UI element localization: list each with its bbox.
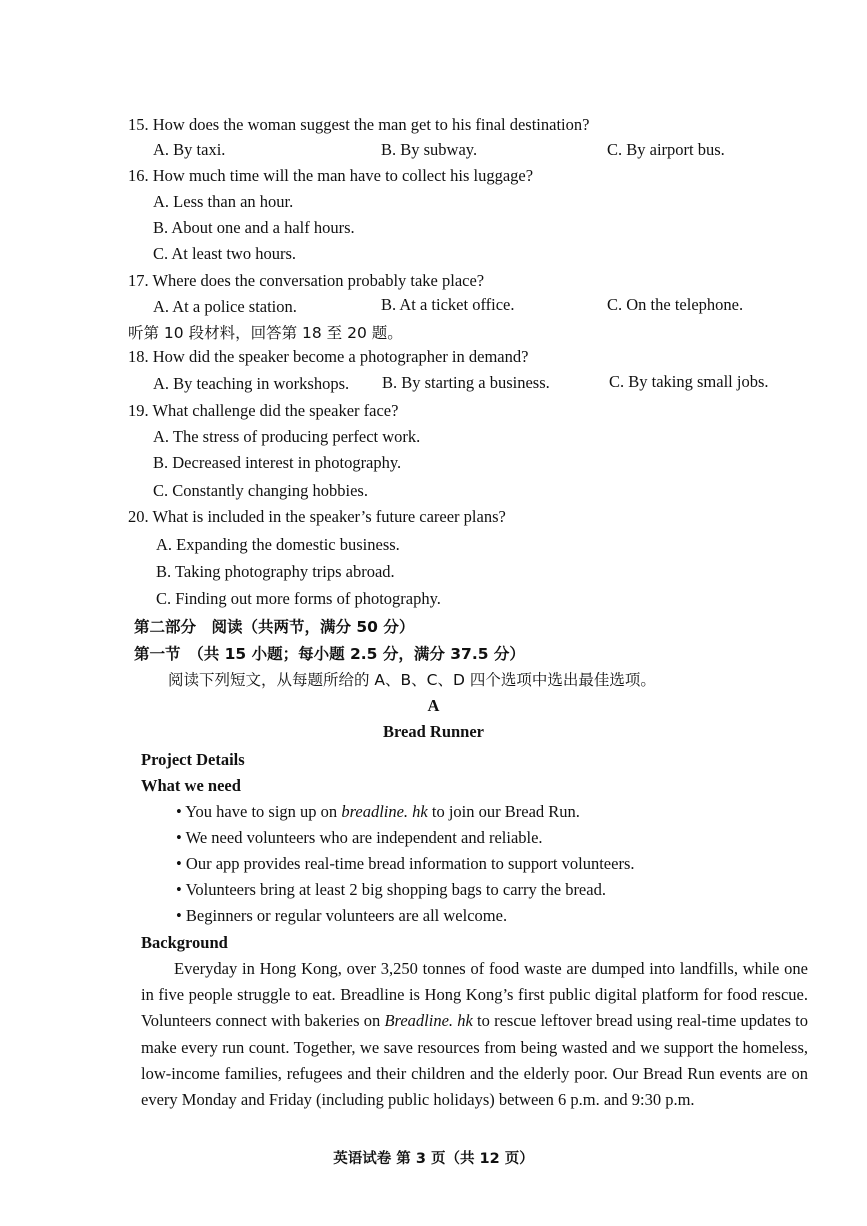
question-15-option-b: B. By subway.	[381, 140, 478, 159]
question-17-option-a: A. At a police station.	[153, 297, 297, 316]
question-18-stem: 18. How did the speaker become a photographer in demand?	[128, 347, 529, 366]
reading-instruction: 阅读下列短文，从每题所给的 A、B、C、D 四个选项中选出最佳选项。	[168, 671, 656, 689]
question-16-stem: 16. How much time will the man have to collect his luggage?	[128, 166, 534, 185]
question-15-option-a: A. By taxi.	[153, 140, 226, 159]
question-17-option-b: B. At a ticket office.	[381, 295, 515, 314]
what-we-need-heading: What we need	[141, 776, 241, 795]
question-20-stem: 20. What is included in the speaker’s future career plans?	[128, 507, 506, 526]
passage-title: Bread Runner	[383, 722, 484, 741]
question-20-option-c: C. Finding out more forms of photography.	[156, 589, 441, 608]
question-15-stem: 15. How does the woman suggest the man get to his final destination?	[128, 115, 590, 134]
question-17-stem: 17. Where does the conversation probably take place?	[128, 271, 485, 290]
question-16-option-a: A. Less than an hour.	[153, 192, 294, 211]
question-16-option-b: B. About one and a half hours.	[153, 218, 355, 237]
question-15-option-c: C. By airport bus.	[607, 140, 725, 159]
question-19-option-b: B. Decreased interest in photography.	[153, 453, 402, 472]
page-footer: 英语试卷 第 3 页（共 12 页）	[333, 1151, 534, 1167]
project-details-heading: Project Details	[141, 750, 245, 769]
question-20-option-a: A. Expanding the domestic business.	[156, 535, 400, 554]
background-heading: Background	[141, 933, 228, 952]
section-one-title: 第一节 （共 15 小题；每小题 2.5 分，满分 37.5 分）	[134, 645, 525, 663]
list-item: • Volunteers bring at least 2 big shopping bags to carry the bread.	[176, 880, 606, 899]
question-18-option-a: A. By teaching in workshops.	[153, 374, 350, 393]
list-item: • We need volunteers who are independent and reliable.	[176, 828, 543, 847]
background-paragraph: Everyday in Hong Kong, over 3,250 tonnes of food waste are dumped into landfills, while one in five people struggle to eat. Breadline is Hong Kong’s first public digital platform for food rescue. Volunteers connect with bakeries on Breadline. hk to rescue leftover bread using real-time updates to make every run count. Together, we save resources from being wasted and we support the homeless, low-income families, refugees and their children and the elderly poor. Our Bread Run events are on every Monday and Friday (including public holidays) between 6 p.m. and 9:30 p.m.	[141, 959, 808, 1110]
list-item: • Beginners or regular volunteers are all welcome.	[176, 906, 508, 925]
question-17-option-c: C. On the telephone.	[607, 295, 744, 314]
passage-letter: A	[427, 696, 440, 715]
question-18-option-c: C. By taking small jobs.	[609, 372, 769, 391]
part-two-title: 第二部分 阅读（共两节，满分 50 分）	[134, 618, 415, 636]
question-19-stem: 19. What challenge did the speaker face?	[128, 401, 399, 420]
question-20-option-b: B. Taking photography trips abroad.	[156, 562, 395, 581]
list-item: • You have to sign up on breadline. hk to join our Bread Run.	[176, 802, 580, 821]
question-18-option-b: B. By starting a business.	[382, 373, 550, 392]
question-19-option-a: A. The stress of producing perfect work.	[153, 427, 421, 446]
question-19-option-c: C. Constantly changing hobbies.	[153, 481, 368, 500]
listening-section-10-header: 听第 10 段材料，回答第 18 至 20 题。	[128, 324, 403, 342]
list-item: • Our app provides real-time bread information to support volunteers.	[176, 854, 635, 873]
question-16-option-c: C. At least two hours.	[153, 244, 296, 263]
